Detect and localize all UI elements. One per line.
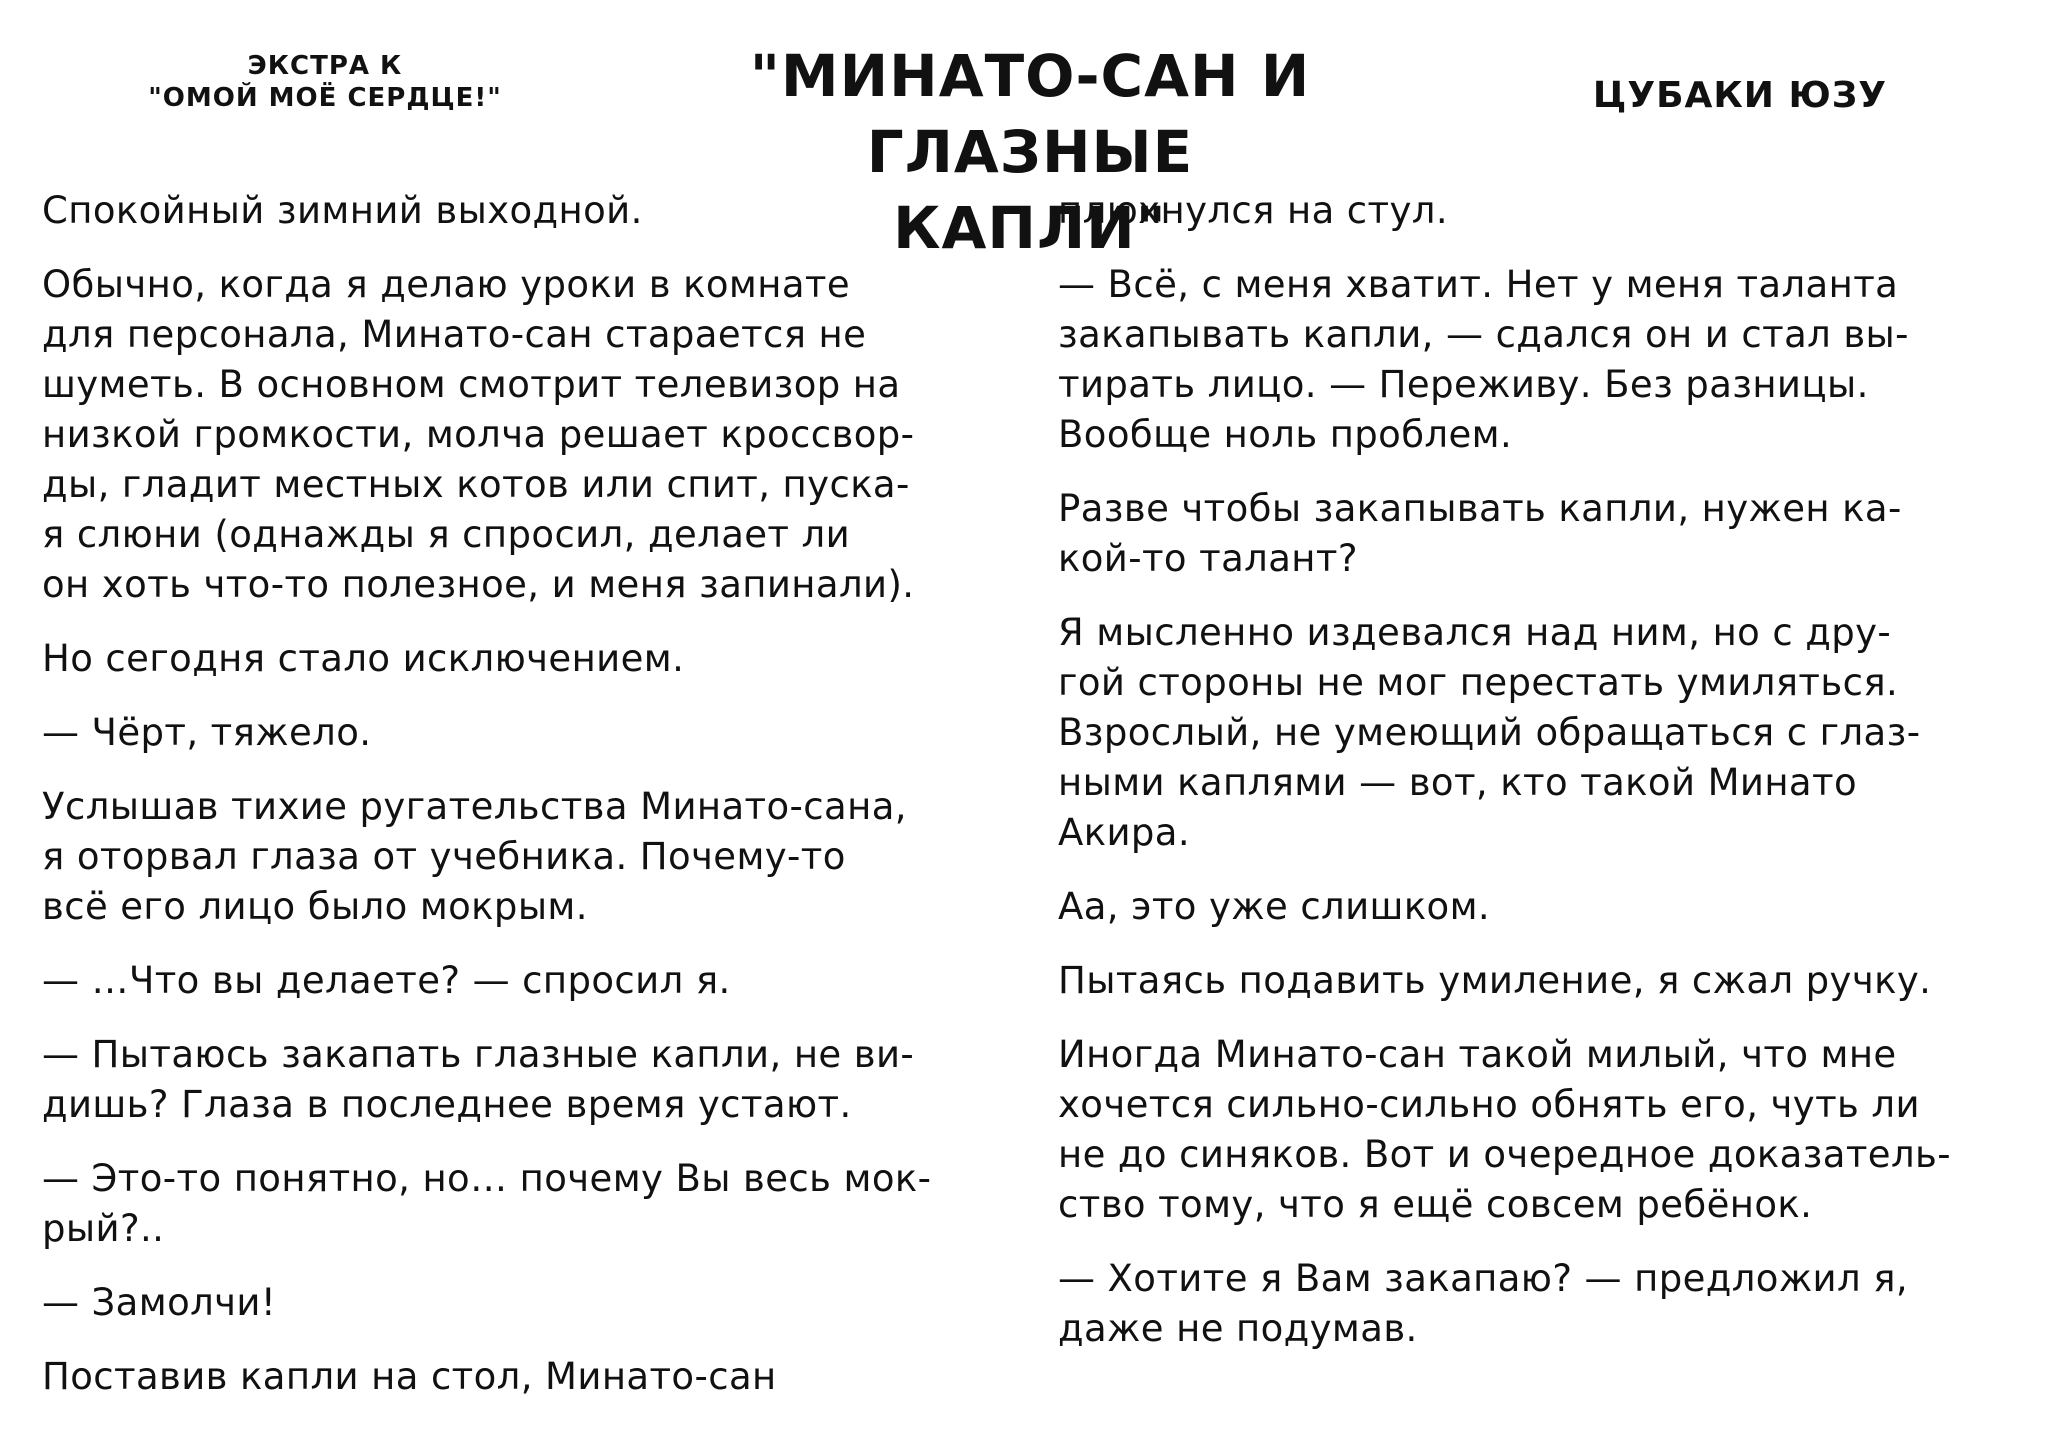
text-line: — Всё, с меня хватит. Нет у меня таланта bbox=[1058, 263, 1899, 306]
text-line: Иногда Минато-сан такой милый, что мне bbox=[1058, 1033, 1897, 1076]
text-line: — Пытаюсь закапать глазные капли, не ви- bbox=[42, 1033, 915, 1076]
paragraph bbox=[1058, 260, 2048, 460]
extra-label-line-2: "ОМОЙ МОЁ СЕРДЦЕ!" bbox=[148, 83, 502, 113]
paragraph bbox=[42, 1278, 1042, 1328]
paragraph bbox=[42, 782, 1042, 932]
text-line: — Это-то понятно, но… почему Вы весь мок- bbox=[42, 1157, 932, 1200]
text-line: Вообще ноль проблем. bbox=[1058, 413, 1513, 456]
text-line: не до синяков. Вот и очередное доказатель- bbox=[1058, 1133, 1951, 1176]
text-line: для персонала, Минато-сан старается не bbox=[42, 313, 867, 356]
text-line: тирать лицо. — Переживу. Без разницы. bbox=[1058, 363, 1869, 406]
paragraph bbox=[1058, 956, 2048, 1006]
text-line: я оторвал глаза от учебника. Почему-то bbox=[42, 835, 846, 878]
author-name: ЦУБАКИ ЮЗУ bbox=[1592, 75, 1888, 116]
text-line: Взрослый, не умеющий обращаться с глаз- bbox=[1058, 711, 1921, 754]
paragraph bbox=[42, 634, 1042, 684]
extra-label bbox=[95, 50, 555, 114]
paragraph bbox=[1058, 882, 2048, 932]
text-line: рый?.. bbox=[42, 1207, 165, 1250]
paragraph bbox=[1058, 484, 2048, 584]
text-line: Обычно, когда я делаю уроки в комнате bbox=[42, 263, 851, 306]
text-line: — Замолчи! bbox=[42, 1281, 277, 1324]
paragraph bbox=[1058, 186, 2048, 236]
text-line: Услышав тихие ругательства Минато-сана, bbox=[42, 785, 907, 828]
text-line: Разве чтобы закапывать капли, нужен ка- bbox=[1058, 487, 1902, 530]
text-line: кой-то талант? bbox=[1058, 537, 1358, 580]
text-line: плюхнулся на стул. bbox=[1058, 189, 1449, 232]
story-title-line-2: КАПЛИ" bbox=[893, 194, 1167, 262]
paragraph bbox=[42, 1352, 1042, 1402]
right-text-column bbox=[1058, 186, 2048, 1378]
text-line: низкой громкости, молча решает кроссвор- bbox=[42, 413, 915, 456]
paragraph bbox=[42, 260, 1042, 610]
text-line: Аа, это уже слишком. bbox=[1058, 885, 1491, 928]
text-line: Пытаясь подавить умиление, я сжал ручку. bbox=[1058, 959, 1932, 1002]
story-title-line-1: "МИНАТО-САН И ГЛАЗНЫЕ bbox=[749, 42, 1311, 186]
text-line: ство тому, что я ещё совсем ребёнок. bbox=[1058, 1183, 1813, 1226]
text-line: — Хотите я Вам закапаю? — предложил я, bbox=[1058, 1257, 1909, 1300]
paragraph bbox=[42, 708, 1042, 758]
paragraph bbox=[1058, 608, 2048, 858]
text-line: Но сегодня стало исключением. bbox=[42, 637, 685, 680]
text-line: ными каплями — вот, кто такой Минато bbox=[1058, 761, 1857, 804]
text-line: — Чёрт, тяжело. bbox=[42, 711, 372, 754]
paragraph bbox=[1058, 1254, 2048, 1354]
text-line: гой стороны не мог перестать умиляться. bbox=[1058, 661, 1899, 704]
extra-label-line-1: ЭКСТРА К bbox=[247, 51, 403, 81]
text-line: Поставив капли на стол, Минато-сан bbox=[42, 1355, 777, 1398]
text-line: ды, гладит местных котов или спит, пуска- bbox=[42, 463, 910, 506]
paragraph bbox=[42, 186, 1042, 236]
text-line: Я мысленно издевался над ним, но с дру- bbox=[1058, 611, 1892, 654]
text-line: даже не подумав. bbox=[1058, 1307, 1418, 1350]
text-line: — …Что вы делаете? — спросил я. bbox=[42, 959, 731, 1002]
paragraph bbox=[42, 1030, 1042, 1130]
text-line: хочется сильно-сильно обнять его, чуть ли bbox=[1058, 1083, 1920, 1126]
text-line: Спокойный зимний выходной. bbox=[42, 189, 643, 232]
paragraph bbox=[42, 1154, 1042, 1254]
paragraph bbox=[42, 956, 1042, 1006]
text-line: дишь? Глаза в последнее время устают. bbox=[42, 1083, 852, 1126]
text-line: он хоть что-то полезное, и меня запинали). bbox=[42, 563, 915, 606]
paragraph bbox=[1058, 1030, 2048, 1230]
text-line: я слюни (однажды я спросил, делает ли bbox=[42, 513, 851, 556]
text-line: Акира. bbox=[1058, 811, 1191, 854]
text-line: всё его лицо было мокрым. bbox=[42, 885, 588, 928]
text-line: шуметь. В основном смотрит телевизор на bbox=[42, 363, 901, 406]
left-text-column bbox=[42, 186, 1042, 1426]
text-line: закапывать капли, — сдался он и стал вы- bbox=[1058, 313, 1909, 356]
